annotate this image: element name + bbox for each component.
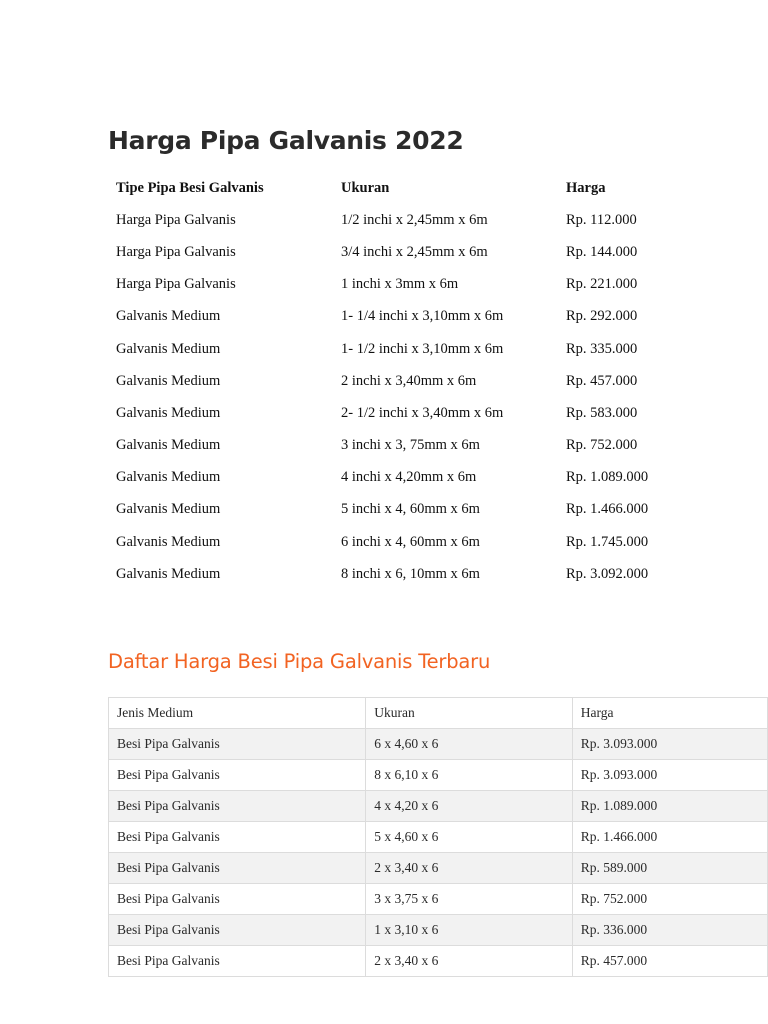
cell-type: Besi Pipa Galvanis bbox=[109, 853, 366, 884]
cell-type: Galvanis Medium bbox=[116, 372, 221, 389]
cell-type: Besi Pipa Galvanis bbox=[109, 946, 366, 977]
cell-price: Rp. 3.093.000 bbox=[572, 760, 767, 791]
table-header-row bbox=[109, 698, 768, 729]
table-row bbox=[109, 853, 768, 884]
cell-size: 4 inchi x 4,20mm x 6m bbox=[341, 469, 477, 486]
cell-price: Rp. 589.000 bbox=[572, 853, 767, 884]
table-row bbox=[108, 365, 716, 397]
cell-size: 5 inchi x 4, 60mm x 6m bbox=[341, 501, 480, 518]
cell-price: Rp. 1.745.000 bbox=[566, 533, 649, 550]
cell-type: Harga Pipa Galvanis bbox=[116, 243, 236, 260]
price-table-2022 bbox=[108, 172, 716, 590]
cell-type: Besi Pipa Galvanis bbox=[109, 822, 366, 853]
table-row bbox=[108, 269, 716, 301]
header-size: Ukuran bbox=[341, 179, 390, 196]
table-row bbox=[108, 236, 716, 268]
cell-size: 2- 1/2 inchi x 3,40mm x 6m bbox=[341, 404, 504, 421]
cell-size: 1- 1/4 inchi x 3,10mm x 6m bbox=[341, 308, 504, 325]
cell-type: Galvanis Medium bbox=[116, 501, 221, 518]
cell-type: Galvanis Medium bbox=[116, 340, 221, 357]
cell-size: 2 x 3,40 x 6 bbox=[366, 946, 573, 977]
cell-price: Rp. 1.466.000 bbox=[572, 822, 767, 853]
table-row bbox=[108, 462, 716, 494]
cell-price: Rp. 457.000 bbox=[572, 946, 767, 977]
cell-type: Galvanis Medium bbox=[116, 308, 221, 325]
table-row bbox=[109, 884, 768, 915]
cell-type: Galvanis Medium bbox=[116, 404, 221, 421]
cell-price: Rp. 457.000 bbox=[566, 372, 638, 389]
cell-price: Rp. 292.000 bbox=[566, 308, 638, 325]
cell-size: 6 inchi x 4, 60mm x 6m bbox=[341, 533, 480, 550]
header-price: Harga bbox=[566, 179, 606, 196]
cell-price: Rp. 752.000 bbox=[566, 437, 638, 454]
table-row bbox=[109, 822, 768, 853]
cell-size: 3/4 inchi x 2,45mm x 6m bbox=[341, 243, 488, 260]
cell-size: 2 inchi x 3,40mm x 6m bbox=[341, 372, 477, 389]
cell-size: 8 inchi x 6, 10mm x 6m bbox=[341, 565, 480, 582]
cell-type: Besi Pipa Galvanis bbox=[109, 760, 366, 791]
cell-type: Galvanis Medium bbox=[116, 565, 221, 582]
section-title-latest-prices: Daftar Harga Besi Pipa Galvanis Terbaru bbox=[108, 650, 491, 673]
cell-size: 5 x 4,60 x 6 bbox=[366, 822, 573, 853]
latest-price-table bbox=[108, 697, 768, 977]
table-row bbox=[109, 760, 768, 791]
cell-price: Rp. 3.092.000 bbox=[566, 565, 649, 582]
cell-size: 3 x 3,75 x 6 bbox=[366, 884, 573, 915]
cell-size: 1 inchi x 3mm x 6m bbox=[341, 276, 459, 293]
table-row bbox=[108, 397, 716, 429]
header-size: Ukuran bbox=[366, 698, 573, 729]
cell-type: Besi Pipa Galvanis bbox=[109, 791, 366, 822]
table-header-row bbox=[108, 172, 716, 204]
cell-price: Rp. 1.089.000 bbox=[572, 791, 767, 822]
cell-price: Rp. 144.000 bbox=[566, 243, 638, 260]
cell-price: Rp. 1.089.000 bbox=[566, 469, 649, 486]
header-price: Harga bbox=[572, 698, 767, 729]
cell-size: 3 inchi x 3, 75mm x 6m bbox=[341, 437, 480, 454]
header-type: Tipe Pipa Besi Galvanis bbox=[116, 179, 264, 196]
cell-size: 8 x 6,10 x 6 bbox=[366, 760, 573, 791]
cell-price: Rp. 583.000 bbox=[566, 404, 638, 421]
cell-size: 6 x 4,60 x 6 bbox=[366, 729, 573, 760]
cell-type: Galvanis Medium bbox=[116, 469, 221, 486]
cell-price: Rp. 221.000 bbox=[566, 276, 638, 293]
cell-type: Galvanis Medium bbox=[116, 437, 221, 454]
table-row bbox=[108, 494, 716, 526]
table-row bbox=[108, 333, 716, 365]
cell-type: Besi Pipa Galvanis bbox=[109, 884, 366, 915]
cell-size: 4 x 4,20 x 6 bbox=[366, 791, 573, 822]
table-row bbox=[109, 729, 768, 760]
table-row bbox=[109, 946, 768, 977]
header-type: Jenis Medium bbox=[109, 698, 366, 729]
cell-type: Besi Pipa Galvanis bbox=[109, 915, 366, 946]
cell-size: 1 x 3,10 x 6 bbox=[366, 915, 573, 946]
cell-size: 1- 1/2 inchi x 3,10mm x 6m bbox=[341, 340, 504, 357]
cell-type: Besi Pipa Galvanis bbox=[109, 729, 366, 760]
cell-price: Rp. 335.000 bbox=[566, 340, 638, 357]
table-row bbox=[108, 301, 716, 333]
cell-price: Rp. 3.093.000 bbox=[572, 729, 767, 760]
table-row bbox=[108, 558, 716, 590]
table-row bbox=[108, 430, 716, 462]
cell-size: 2 x 3,40 x 6 bbox=[366, 853, 573, 884]
cell-type: Galvanis Medium bbox=[116, 533, 221, 550]
cell-price: Rp. 1.466.000 bbox=[566, 501, 649, 518]
table-row bbox=[108, 204, 716, 236]
table-row bbox=[109, 791, 768, 822]
table-row bbox=[109, 915, 768, 946]
cell-size: 1/2 inchi x 2,45mm x 6m bbox=[341, 211, 488, 228]
cell-type: Harga Pipa Galvanis bbox=[116, 211, 236, 228]
table-row bbox=[108, 526, 716, 558]
cell-price: Rp. 336.000 bbox=[572, 915, 767, 946]
page-title: Harga Pipa Galvanis 2022 bbox=[108, 126, 464, 155]
cell-price: Rp. 752.000 bbox=[572, 884, 767, 915]
cell-price: Rp. 112.000 bbox=[566, 211, 637, 228]
cell-type: Harga Pipa Galvanis bbox=[116, 276, 236, 293]
